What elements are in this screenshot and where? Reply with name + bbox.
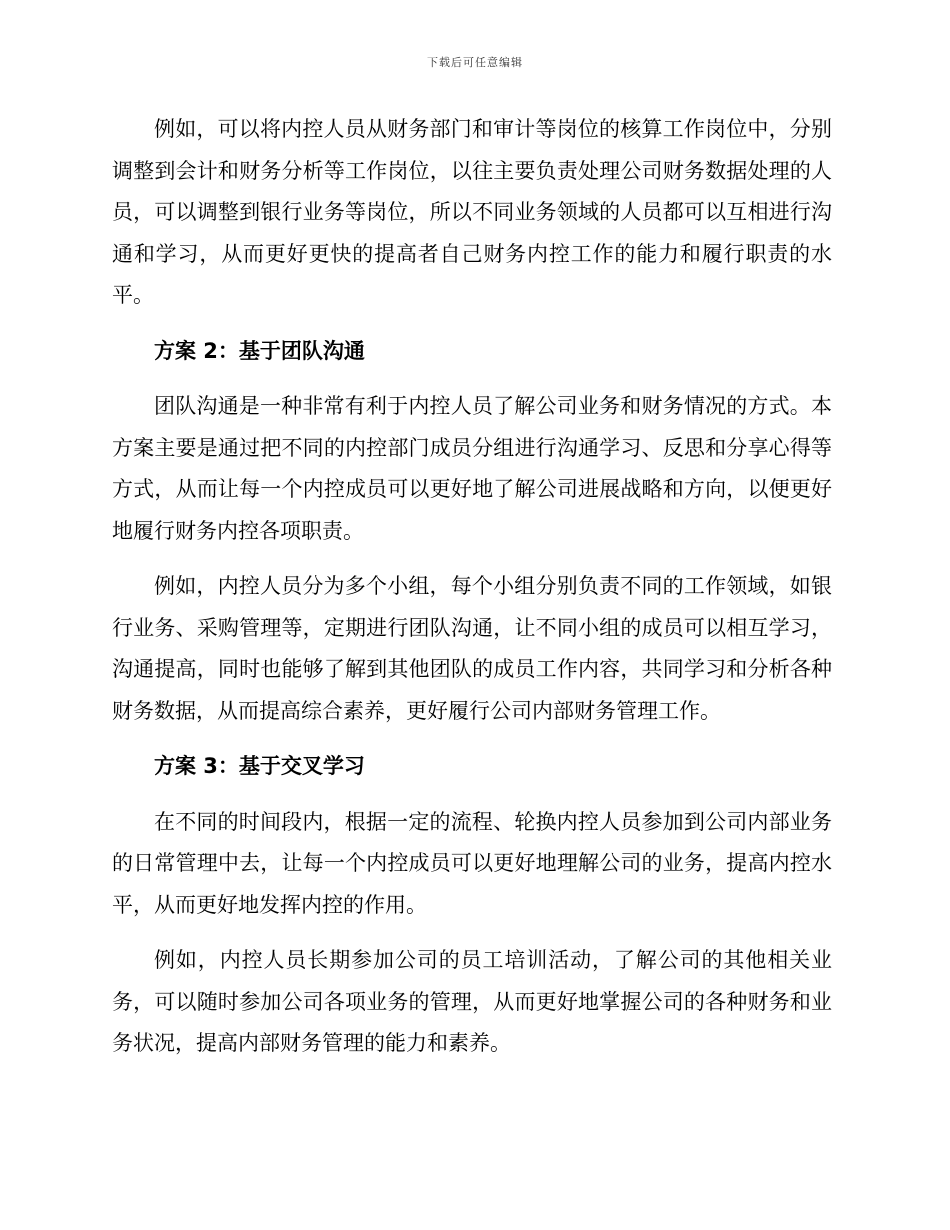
heading-plan-3: 方案 3：基于交叉学习 (154, 754, 365, 778)
paragraph-rotation-example: 例如，可以将内控人员从财务部门和审计等岗位的核算工作岗位中，分别调整到会计和财务分析等工作岗位，以往主要负责处理公司财务数据处理的人员，可以调整到银行业务等岗位，所以不同业务领域的人员都可以互相进行沟通和学习，从而更好更快的提高者自己财务内控工作的能力和履行职责的水平。 (112, 117, 832, 307)
heading-plan-2: 方案 2：基于团队沟通 (154, 338, 365, 363)
paragraph-team-example: 例如，内控人员分为多个小组，每个小组分别负责不同的工作领域，如银行业务、采购管理等，定期进行团队沟通，让不同小组的成员可以相互学习，沟通提高，同时也能够了解到其他团队的成员工作内容，共同学习和分析各种财务数据，从而提高综合素养，更好履行公司内部财务管理工作。 (112, 574, 832, 723)
document-body (112, 109, 832, 1079)
paragraph-cross-learning-example: 例如，内控人员长期参加公司的员工培训活动，了解公司的其他相关业务，可以随时参加公司各项业务的管理，从而更好地掌握公司的各种财务和业务状况，提高内部财务管理的能力和素养。 (112, 948, 832, 1055)
header-note: 下载后可任意编辑 (427, 56, 523, 69)
paragraph-team-communication: 团队沟通是一种非常有利于内控人员了解公司业务和财务情况的方式。本方案主要是通过把不同的内控部门成员分组进行沟通学习、反思和分享心得等方式，从而让每一个内控成员可以更好地了解公司进展战略和方向，以便更好地履行财务内控各项职责。 (112, 394, 832, 543)
paragraph-cross-learning: 在不同的时间段内，根据一定的流程、轮换内控人员参加到公司内部业务的日常管理中去，让每一个内控成员可以更好地理解公司的业务，提高内控水平，从而更好地发挥内控的作用。 (112, 809, 832, 917)
